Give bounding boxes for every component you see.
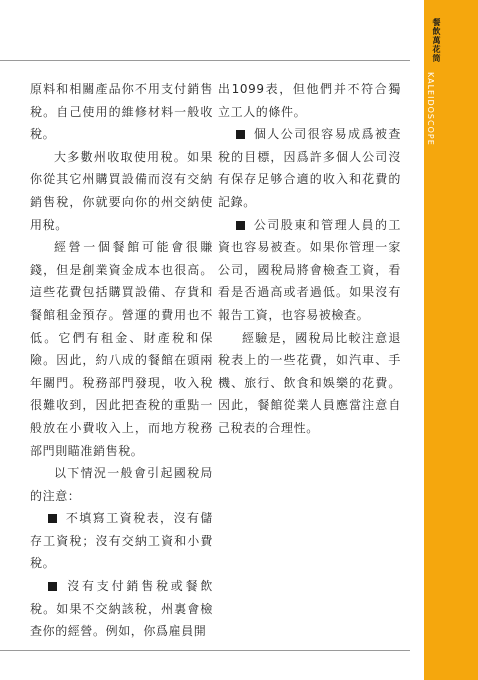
paragraph: 經驗是，國稅局比較注意退稅表上的一些花費，如汽車、手機、旅行、飲食和娛樂的花費。因此，餐館從業人員應當注意自己稅表的合理性。 <box>218 330 401 435</box>
section-word: KALEIDOSCOPE <box>426 72 435 146</box>
paragraph: 以下情況一般會引起國稅局的注意： <box>30 466 213 503</box>
paragraph: 出1099表，但他們并不符合獨立工人的條件。 <box>218 82 401 119</box>
bullet-text: 個人公司很容易成爲被查稅的目標，因爲許多個人公司沒有保存足够合適的收入和花費的記錄。 <box>218 127 401 209</box>
paragraph: 經營一個餐館可能會很賺錢，但是創業資金成本也很高。這些花費包括購買設備、存貨和餐館租金預存。營運的費用也不低。它們有租金、財產稅和保險。因此，約八成的餐館在頭兩年關門。稅務部門發現，收入稅很難收到，因此把查稅的重點一般放在小費收入上，而地方稅務部門則瞄准銷售稅。 <box>30 240 213 458</box>
square-bullet-icon <box>48 582 57 591</box>
square-bullet-icon <box>236 130 245 139</box>
bottom-rule <box>0 650 410 651</box>
paragraph: 大多數州收取使用稅。如果你從其它州購買設備而沒有交納銷售稅，你就要向你的州交納使用稅。 <box>30 149 213 232</box>
bullet-text: 公司股東和管理人員的工資也容易被查。如果你管理一家公司，國稅局將會檢查工資，看看是否過高或者過低。如果沒有報告工資，也容易被檢查。 <box>218 217 401 322</box>
bullet-item <box>30 575 213 643</box>
right-column <box>218 78 401 440</box>
paragraph: 原料和相關產品你不用支付銷售稅。自己使用的維修材料一般收稅。 <box>30 82 213 142</box>
bullet-item <box>218 123 401 213</box>
bullet-text: 沒有支付銷售稅或餐飲稅。如果不交納該稅，州裏會檢查你的經營。例如，你爲雇員開 <box>30 579 213 639</box>
left-column <box>30 78 213 643</box>
top-rule <box>0 60 410 61</box>
section-title: 餐飲萬花筒 <box>432 18 441 63</box>
bullet-item <box>30 507 213 575</box>
bullet-item <box>218 214 401 327</box>
square-bullet-icon <box>48 514 57 523</box>
side-band <box>410 0 424 680</box>
bullet-text: 不填寫工資稅表，沒有儲存工資稅；沒有交納工資和小費稅。 <box>30 511 213 571</box>
square-bullet-icon <box>236 221 245 230</box>
